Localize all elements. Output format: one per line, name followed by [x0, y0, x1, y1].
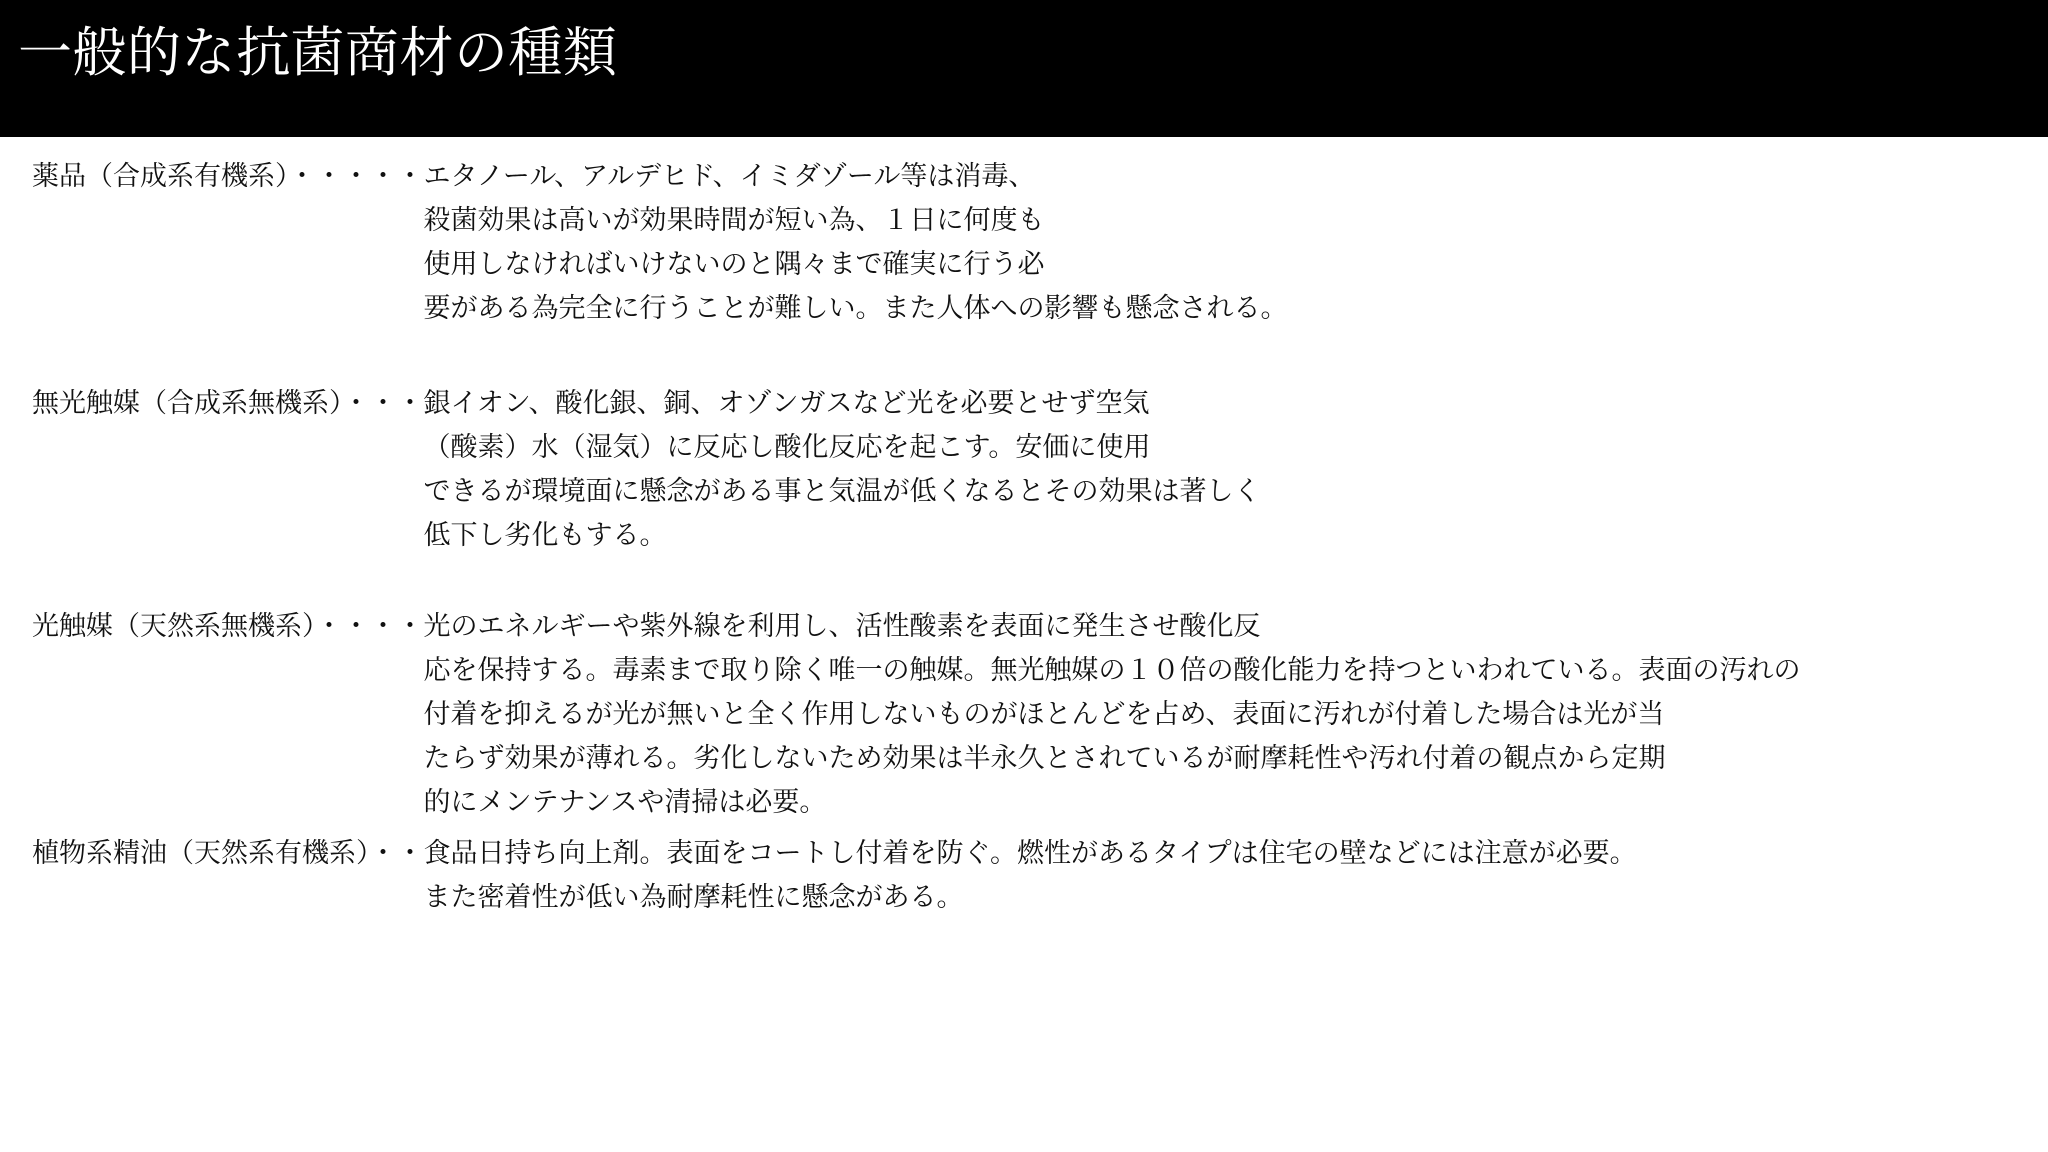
- block-line: 銀イオン、酸化銀、銅、オゾンガスなど光を必要とせず空気: [423, 388, 1150, 419]
- block-label: 植物系精油（天然系有機系）・・: [32, 838, 424, 869]
- block-line: 付着を抑えるが光が無いと全く作用しないものがほとんどを占め、表面に汚れが付着した場合は光が当: [423, 699, 1665, 730]
- content-block-photocatalyst: [32, 605, 2022, 825]
- block-line: 低下し劣化もする。: [423, 520, 667, 551]
- block-lines: [424, 605, 2023, 825]
- block-line: （酸素）水（湿気）に反応し酸化反応を起こす。安価に使用: [423, 432, 1151, 463]
- block-line: 要がある為完全に行うことが難しい。また人体への影響も懸念される。: [423, 293, 1288, 324]
- content-block-plant-essential-oil: [32, 832, 2022, 920]
- block-label: 無光触媒（合成系無機系）・・・: [32, 388, 424, 419]
- block-line: 応を保持する。毒素まで取り除く唯一の触媒。無光触媒の１０倍の酸化能力を持つといわれている。表面の汚れの: [423, 655, 1801, 686]
- slide-body: [0, 137, 2048, 1152]
- block-row: [32, 832, 2022, 920]
- page-title: 一般的な抗菌商材の種類: [18, 21, 618, 84]
- block-line: エタノール、アルデヒド、イミダゾール等は消毒、: [423, 161, 1036, 192]
- block-label: 薬品（合成系有機系）・・・・・: [32, 161, 424, 192]
- block-lines: [424, 832, 2023, 920]
- block-line: 食品日持ち向上剤。表面をコートし付着を防ぐ。燃性があるタイプは住宅の壁などには注意が必要。: [423, 838, 1637, 869]
- block-row: [32, 605, 2022, 825]
- block-lines: [424, 155, 2023, 331]
- block-lines: [424, 382, 2023, 558]
- block-line: 殺菌効果は高いが効果時間が短い為、１日に何度も: [423, 205, 1045, 236]
- block-line: できるが環境面に懸念がある事と気温が低くなるとその効果は著しく: [423, 476, 1261, 507]
- block-row: [32, 382, 2022, 558]
- block-line: 的にメンテナンスや清掃は必要。: [423, 787, 827, 818]
- block-label: 光触媒（天然系無機系）・・・・: [32, 611, 424, 642]
- block-row: [32, 155, 2022, 331]
- block-line: また密着性が低い為耐摩耗性に懸念がある。: [423, 882, 964, 913]
- title-bar: [0, 0, 2048, 137]
- block-line: たらず効果が薄れる。劣化しないため効果は半永久とされているが耐摩耗性や汚れ付着の観点から定期: [423, 743, 1666, 774]
- content-block-non-photocatalyst: [32, 382, 2022, 558]
- block-line: 光のエネルギーや紫外線を利用し、活性酸素を表面に発生させ酸化反: [423, 611, 1261, 642]
- content-block-chemicals: [32, 155, 2022, 331]
- block-line: 使用しなければいけないのと隅々まで確実に行う必: [423, 249, 1045, 280]
